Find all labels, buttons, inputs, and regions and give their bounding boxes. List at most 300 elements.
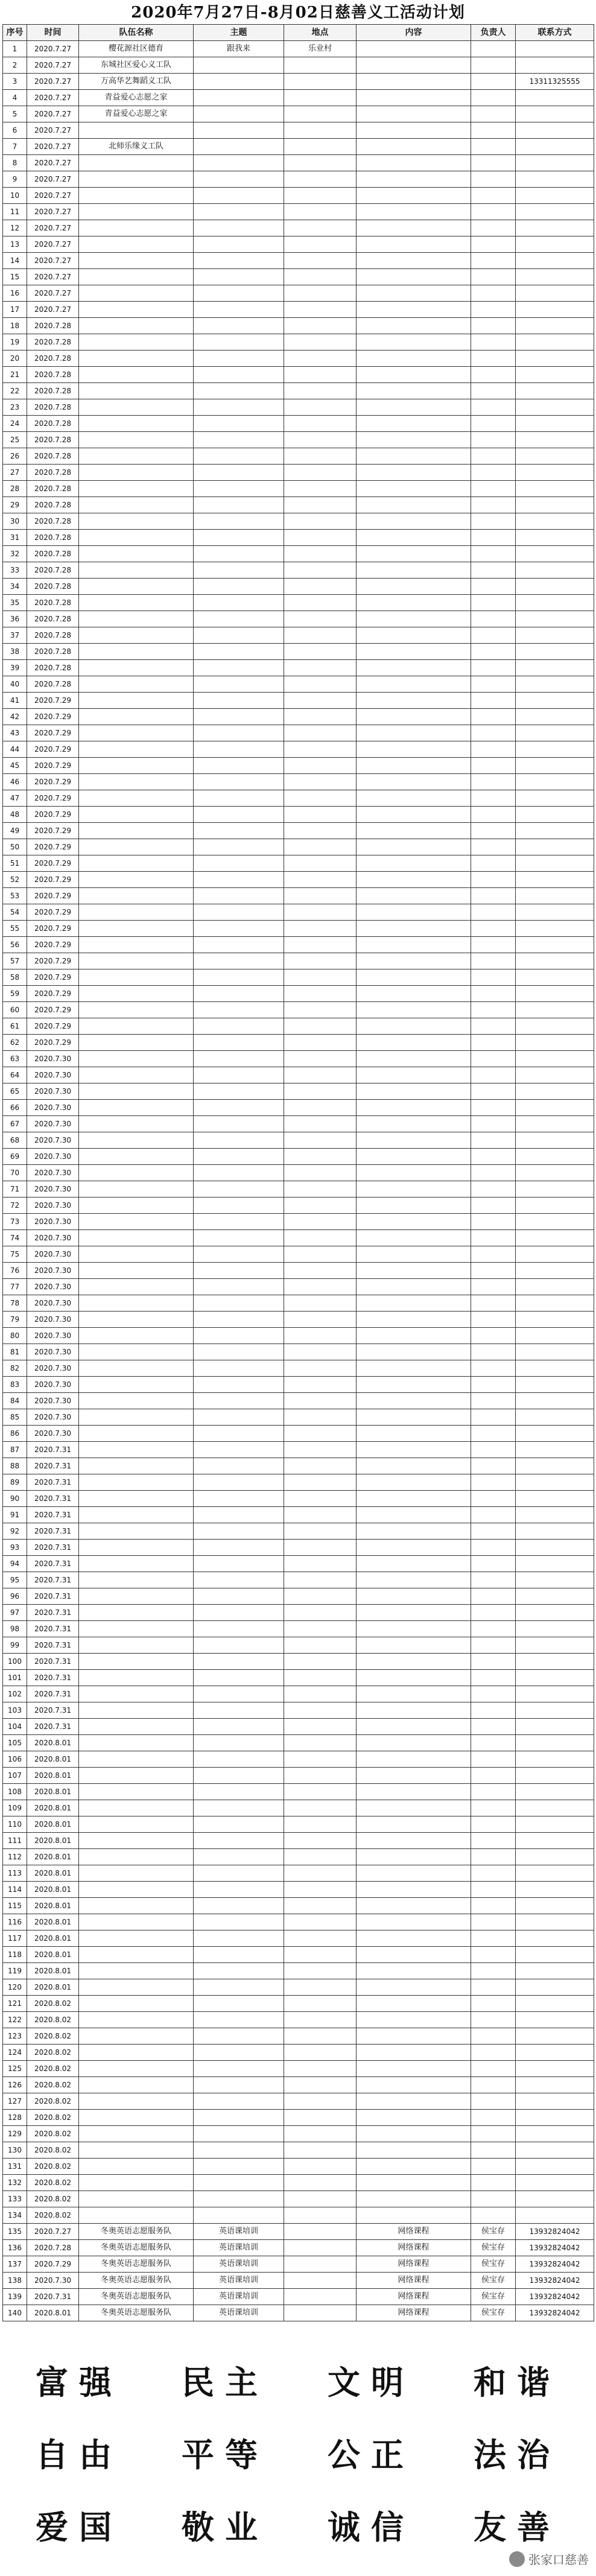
cell-contact — [516, 2012, 594, 2028]
cell-leader — [471, 1768, 516, 1784]
cell-index: 20 — [3, 351, 27, 367]
cell-content — [357, 1865, 471, 1882]
cell-contact: 13311325555 — [516, 74, 594, 90]
cell-team: 冬奥英语志愿服务队 — [79, 2289, 194, 2305]
cell-theme — [194, 236, 284, 253]
cell-contact — [516, 416, 594, 432]
table-row — [3, 2305, 594, 2321]
cell-content — [357, 1637, 471, 1654]
cell-content — [357, 1540, 471, 1556]
table-row — [3, 432, 594, 448]
cell-contact — [516, 1751, 594, 1768]
cell-index: 140 — [3, 2305, 27, 2321]
cell-date: 2020.7.30 — [27, 2273, 79, 2289]
cell-team — [79, 1083, 194, 1100]
cell-team — [79, 1637, 194, 1654]
table-row — [3, 1344, 594, 1360]
cell-index: 70 — [3, 1165, 27, 1181]
col-header-team: 队伍名称 — [79, 25, 194, 41]
cell-contact — [516, 432, 594, 448]
cell-content — [357, 969, 471, 986]
cell-theme — [194, 2077, 284, 2093]
cell-index: 125 — [3, 2061, 27, 2077]
cell-team — [79, 823, 194, 839]
cell-leader — [471, 57, 516, 74]
cell-leader — [471, 1279, 516, 1295]
cell-index: 91 — [3, 1507, 27, 1523]
cell-theme — [194, 106, 284, 122]
table-row — [3, 546, 594, 562]
cell-leader — [471, 1816, 516, 1833]
cell-content — [357, 2045, 471, 2061]
table-row — [3, 1865, 594, 1882]
cell-theme — [194, 839, 284, 855]
cell-content — [357, 595, 471, 611]
table-row — [3, 2159, 594, 2175]
cell-location — [284, 1230, 357, 1246]
table-row — [3, 2273, 594, 2289]
table-row — [3, 1018, 594, 1035]
table-row — [3, 1198, 594, 1214]
cell-leader — [471, 1865, 516, 1882]
cell-index: 34 — [3, 579, 27, 595]
cell-location — [284, 1523, 357, 1540]
cell-location — [284, 1833, 357, 1849]
cell-team — [79, 1930, 194, 1947]
cell-team: 冬奥英语志愿服务队 — [79, 2273, 194, 2289]
cell-date: 2020.8.02 — [27, 2028, 79, 2045]
cell-location — [284, 1198, 357, 1214]
col-header-contact: 联系方式 — [516, 25, 594, 41]
table-row — [3, 2240, 594, 2256]
cell-theme — [194, 1279, 284, 1295]
cell-content — [357, 220, 471, 236]
cell-location — [284, 790, 357, 807]
cell-content: 网络课程 — [357, 2224, 471, 2240]
cell-content — [357, 1751, 471, 1768]
cell-index: 74 — [3, 1230, 27, 1246]
cell-contact — [516, 2159, 594, 2175]
cell-index: 33 — [3, 562, 27, 579]
cell-date: 2020.8.01 — [27, 1865, 79, 1882]
cell-theme — [194, 1051, 284, 1067]
cell-date: 2020.7.28 — [27, 644, 79, 660]
cell-date: 2020.8.02 — [27, 2061, 79, 2077]
table-row — [3, 2012, 594, 2028]
table-row — [3, 155, 594, 171]
cell-theme — [194, 2126, 284, 2142]
cell-team — [79, 1426, 194, 1442]
cell-content — [357, 171, 471, 188]
cell-location — [284, 888, 357, 904]
cell-theme — [194, 253, 284, 269]
cell-content — [357, 888, 471, 904]
core-value-word: 民主 — [182, 2362, 268, 2402]
cell-theme — [194, 1344, 284, 1360]
cell-theme — [194, 171, 284, 188]
cell-date: 2020.7.29 — [27, 937, 79, 953]
table-row — [3, 171, 594, 188]
cell-team — [79, 1393, 194, 1409]
cell-theme — [194, 1230, 284, 1246]
cell-location — [284, 1735, 357, 1751]
table-row — [3, 1670, 594, 1686]
cell-theme — [194, 1540, 284, 1556]
cell-team — [79, 1442, 194, 1458]
cell-location — [284, 823, 357, 839]
cell-index: 38 — [3, 644, 27, 660]
cell-content — [357, 1083, 471, 1100]
table-row — [3, 1067, 594, 1083]
cell-team: 冬奥英语志愿服务队 — [79, 2224, 194, 2240]
cell-leader — [471, 139, 516, 155]
cell-index: 31 — [3, 530, 27, 546]
cell-team — [79, 953, 194, 969]
cell-leader — [471, 872, 516, 888]
cell-team — [79, 1816, 194, 1833]
cell-theme — [194, 204, 284, 220]
cell-contact — [516, 1344, 594, 1360]
cell-theme — [194, 1426, 284, 1442]
cell-contact — [516, 1507, 594, 1523]
col-header-leader: 负责人 — [471, 25, 516, 41]
cell-index: 2 — [3, 57, 27, 74]
cell-date: 2020.8.01 — [27, 1784, 79, 1800]
cell-index: 134 — [3, 2207, 27, 2224]
table-row — [3, 969, 594, 986]
cell-location — [284, 1588, 357, 1605]
cell-index: 111 — [3, 1833, 27, 1849]
table-row — [3, 1328, 594, 1344]
cell-leader — [471, 676, 516, 693]
cell-leader — [471, 2207, 516, 2224]
cell-contact — [516, 758, 594, 774]
cell-location — [284, 465, 357, 481]
cell-contact — [516, 302, 594, 318]
cell-index: 55 — [3, 921, 27, 937]
cell-index: 49 — [3, 823, 27, 839]
cell-location — [284, 1621, 357, 1637]
cell-contact — [516, 888, 594, 904]
cell-team — [79, 1947, 194, 1963]
cell-date: 2020.7.30 — [27, 1328, 79, 1344]
cell-location — [284, 1654, 357, 1670]
cell-leader — [471, 1165, 516, 1181]
table-row — [3, 2142, 594, 2159]
cell-index: 19 — [3, 334, 27, 351]
cell-content — [357, 1100, 471, 1116]
table-row — [3, 1246, 594, 1263]
cell-leader — [471, 416, 516, 432]
cell-contact — [516, 1198, 594, 1214]
core-value-word: 爱国 — [36, 2507, 122, 2546]
cell-content — [357, 644, 471, 660]
cell-team — [79, 693, 194, 709]
cell-team — [79, 2207, 194, 2224]
cell-location — [284, 921, 357, 937]
cell-location — [284, 725, 357, 741]
cell-leader — [471, 1556, 516, 1572]
cell-team — [79, 758, 194, 774]
cell-date: 2020.7.29 — [27, 986, 79, 1002]
cell-location — [284, 1865, 357, 1882]
cell-location — [284, 1572, 357, 1588]
cell-theme — [194, 139, 284, 155]
cell-leader — [471, 1100, 516, 1116]
cell-date: 2020.7.28 — [27, 562, 79, 579]
cell-date: 2020.8.02 — [27, 2045, 79, 2061]
cell-location — [284, 1246, 357, 1263]
cell-leader — [471, 969, 516, 986]
cell-leader — [471, 2012, 516, 2028]
cell-index: 139 — [3, 2289, 27, 2305]
cell-theme — [194, 1523, 284, 1540]
cell-location — [284, 57, 357, 74]
cell-theme — [194, 595, 284, 611]
cell-theme — [194, 269, 284, 285]
cell-content — [357, 1882, 471, 1898]
cell-index: 138 — [3, 2273, 27, 2289]
cell-leader — [471, 888, 516, 904]
cell-date: 2020.7.29 — [27, 969, 79, 986]
cell-index: 83 — [3, 1377, 27, 1393]
cell-theme — [194, 285, 284, 302]
cell-date: 2020.7.29 — [27, 904, 79, 921]
cell-date: 2020.7.28 — [27, 432, 79, 448]
cell-theme — [194, 1198, 284, 1214]
table-row — [3, 1230, 594, 1246]
cell-date: 2020.8.01 — [27, 2305, 79, 2321]
cell-contact — [516, 644, 594, 660]
cell-team — [79, 1751, 194, 1768]
cell-contact — [516, 1572, 594, 1588]
cell-index: 46 — [3, 774, 27, 790]
cell-theme — [194, 416, 284, 432]
cell-location — [284, 269, 357, 285]
cell-content — [357, 1849, 471, 1865]
cell-location — [284, 1491, 357, 1507]
cell-team — [79, 709, 194, 725]
table-row — [3, 1768, 594, 1784]
cell-index: 122 — [3, 2012, 27, 2028]
cell-content — [357, 1768, 471, 1784]
core-values-block — [6, 2344, 590, 2567]
cell-index: 69 — [3, 1149, 27, 1165]
cell-theme — [194, 807, 284, 823]
cell-contact — [516, 1083, 594, 1100]
cell-date: 2020.7.28 — [27, 481, 79, 497]
cell-index: 124 — [3, 2045, 27, 2061]
cell-team — [79, 937, 194, 953]
cell-theme — [194, 1474, 284, 1491]
cell-date: 2020.8.01 — [27, 1979, 79, 1996]
cell-date: 2020.7.28 — [27, 448, 79, 465]
cell-location — [284, 351, 357, 367]
cell-location — [284, 1263, 357, 1279]
cell-contact — [516, 448, 594, 465]
cell-date: 2020.8.01 — [27, 1751, 79, 1768]
cell-date: 2020.7.28 — [27, 2240, 79, 2256]
cell-index: 7 — [3, 139, 27, 155]
cell-location — [284, 74, 357, 90]
cell-contact — [516, 2207, 594, 2224]
cell-contact — [516, 1996, 594, 2012]
cell-theme — [194, 1116, 284, 1132]
cell-content — [357, 2207, 471, 2224]
cell-location — [284, 497, 357, 513]
cell-location — [284, 367, 357, 383]
cell-index: 135 — [3, 2224, 27, 2240]
cell-leader — [471, 481, 516, 497]
core-value-word: 和谐 — [474, 2362, 560, 2402]
cell-location — [284, 2273, 357, 2289]
cell-leader — [471, 2093, 516, 2110]
cell-leader — [471, 1018, 516, 1035]
cell-date: 2020.7.30 — [27, 1083, 79, 1100]
cell-location — [284, 1312, 357, 1328]
cell-content — [357, 1800, 471, 1816]
cell-contact — [516, 595, 594, 611]
table-row — [3, 367, 594, 383]
watermark-logo-icon — [509, 2551, 525, 2567]
cell-content — [357, 253, 471, 269]
cell-leader — [471, 2159, 516, 2175]
cell-content — [357, 2126, 471, 2142]
table-row — [3, 334, 594, 351]
cell-location — [284, 513, 357, 530]
cell-date: 2020.7.29 — [27, 1002, 79, 1018]
cell-date: 2020.7.28 — [27, 351, 79, 367]
cell-theme: 英语课培训 — [194, 2240, 284, 2256]
cell-leader — [471, 1507, 516, 1523]
cell-index: 29 — [3, 497, 27, 513]
cell-content — [357, 351, 471, 367]
cell-index: 8 — [3, 155, 27, 171]
cell-contact — [516, 969, 594, 986]
cell-content — [357, 2077, 471, 2093]
cell-team: 东城社区爱心义工队 — [79, 57, 194, 74]
cell-content — [357, 741, 471, 758]
cell-content — [357, 1898, 471, 1914]
cell-content — [357, 269, 471, 285]
cell-index: 14 — [3, 253, 27, 269]
cell-date: 2020.7.30 — [27, 1263, 79, 1279]
cell-theme — [194, 1833, 284, 1849]
cell-date: 2020.7.29 — [27, 758, 79, 774]
cell-leader — [471, 367, 516, 383]
cell-team — [79, 269, 194, 285]
cell-date: 2020.7.31 — [27, 2289, 79, 2305]
cell-date: 2020.7.29 — [27, 774, 79, 790]
cell-index: 21 — [3, 367, 27, 383]
cell-leader: 侯宝存 — [471, 2256, 516, 2273]
cell-contact — [516, 1100, 594, 1116]
cell-date: 2020.7.31 — [27, 1654, 79, 1670]
cell-team — [79, 1002, 194, 1018]
cell-team — [79, 660, 194, 676]
cell-leader — [471, 693, 516, 709]
cell-index: 81 — [3, 1344, 27, 1360]
cell-contact — [516, 937, 594, 953]
cell-theme — [194, 302, 284, 318]
cell-date: 2020.8.01 — [27, 1816, 79, 1833]
cell-date: 2020.8.02 — [27, 1996, 79, 2012]
cell-theme — [194, 2093, 284, 2110]
cell-leader — [471, 1198, 516, 1214]
cell-date: 2020.7.28 — [27, 383, 79, 399]
cell-date: 2020.7.31 — [27, 1605, 79, 1621]
cell-index: 28 — [3, 481, 27, 497]
cell-theme — [194, 1149, 284, 1165]
cell-team — [79, 2045, 194, 2061]
cell-location — [284, 1214, 357, 1230]
cell-index: 35 — [3, 595, 27, 611]
cell-content — [357, 1328, 471, 1344]
cell-contact — [516, 2077, 594, 2093]
cell-theme — [194, 774, 284, 790]
cell-leader — [471, 644, 516, 660]
cell-contact — [516, 546, 594, 562]
cell-index: 16 — [3, 285, 27, 302]
table-row — [3, 269, 594, 285]
cell-contact — [516, 1165, 594, 1181]
cell-location — [284, 1914, 357, 1930]
cell-content — [357, 1474, 471, 1491]
cell-date: 2020.7.31 — [27, 1702, 79, 1719]
cell-content — [357, 106, 471, 122]
table-row — [3, 1132, 594, 1149]
cell-location — [284, 1083, 357, 1100]
cell-date: 2020.8.02 — [27, 2142, 79, 2159]
cell-theme — [194, 969, 284, 986]
cell-theme — [194, 2175, 284, 2191]
cell-theme — [194, 1654, 284, 1670]
cell-leader — [471, 1751, 516, 1768]
cell-date: 2020.7.31 — [27, 1458, 79, 1474]
table-row — [3, 1996, 594, 2012]
cell-leader — [471, 1588, 516, 1605]
cell-team — [79, 1165, 194, 1181]
cell-location — [284, 1100, 357, 1116]
cell-theme — [194, 1588, 284, 1605]
cell-contact — [516, 1002, 594, 1018]
cell-content — [357, 448, 471, 465]
cell-contact — [516, 1637, 594, 1654]
cell-theme — [194, 383, 284, 399]
table-row — [3, 774, 594, 790]
cell-leader — [471, 1702, 516, 1719]
cell-contact: 13932824042 — [516, 2256, 594, 2273]
cell-content — [357, 302, 471, 318]
cell-team: 北师乐缘义工队 — [79, 139, 194, 155]
cell-contact — [516, 1947, 594, 1963]
table-row — [3, 2126, 594, 2142]
cell-leader — [471, 595, 516, 611]
cell-contact — [516, 1328, 594, 1344]
cell-date: 2020.7.27 — [27, 236, 79, 253]
cell-contact: 13932824042 — [516, 2289, 594, 2305]
cell-location — [284, 774, 357, 790]
cell-team — [79, 1898, 194, 1914]
cell-content: 网络课程 — [357, 2256, 471, 2273]
cell-contact — [516, 627, 594, 644]
cell-content — [357, 334, 471, 351]
cell-leader — [471, 1214, 516, 1230]
cell-theme — [194, 1377, 284, 1393]
cell-contact — [516, 579, 594, 595]
cell-location — [284, 969, 357, 986]
cell-contact — [516, 1149, 594, 1165]
